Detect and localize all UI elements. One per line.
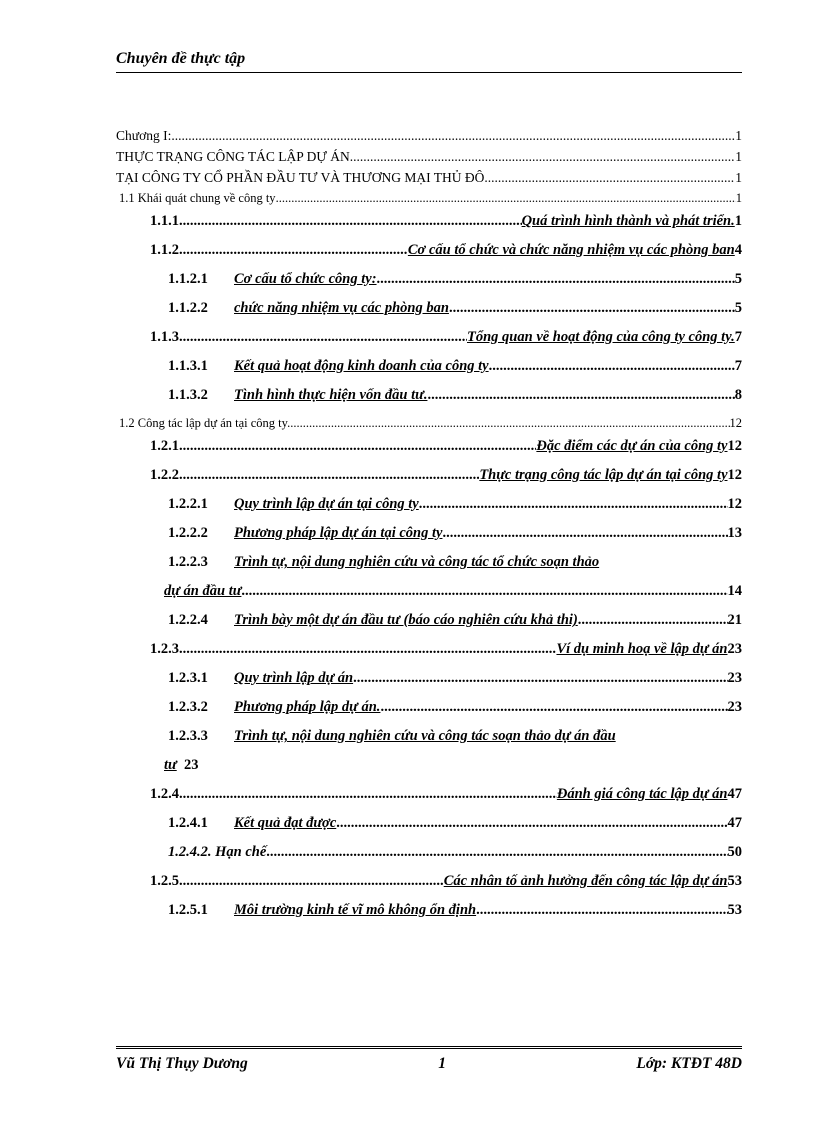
footer-class: Lớp: KTĐT 48D <box>636 1055 742 1072</box>
footer-page-number: 1 <box>438 1055 446 1072</box>
toc-leader-dots <box>442 525 727 542</box>
toc-entry-title: Quy trình lập dự án <box>234 670 354 686</box>
toc-entry-title: Trình tự, nội dung nghiên cứu và công tác soạn thảo dự án đầu <box>234 728 616 744</box>
toc-entry-title: Môi trường kinh tế vĩ mô không ổn định <box>234 902 477 918</box>
toc-entry-number: 1.2.5. <box>150 873 183 889</box>
toc-entry[interactable] <box>116 271 742 300</box>
toc-entry-number: 1.2.3.1 <box>168 670 208 686</box>
toc-entry[interactable] <box>116 815 742 844</box>
toc-entry-number: 1.2.2.3 <box>168 554 208 570</box>
toc-entry-page: 50 <box>727 844 742 860</box>
toc-leader-dots <box>183 242 408 259</box>
toc-spacer <box>177 757 184 774</box>
toc-entry-page: 23 <box>727 641 742 657</box>
toc-leader-dots <box>179 438 536 455</box>
toc-entry-number: 1.1 Khái quát chung về công ty <box>119 191 276 205</box>
toc-entry[interactable] <box>116 496 742 525</box>
toc-leader-dots <box>427 387 734 404</box>
toc-entry-page: 1 <box>735 128 742 143</box>
toc-entry[interactable] <box>116 699 742 728</box>
table-of-contents <box>116 128 742 931</box>
toc-leader-dots <box>266 844 727 861</box>
toc-leader-dots <box>419 496 728 513</box>
toc-entry-number: 1.2.2.4 <box>168 612 208 628</box>
toc-entry[interactable] <box>116 170 742 191</box>
toc-leader-dots <box>241 583 727 600</box>
toc-leader-dots <box>353 670 727 687</box>
toc-entry-title-cont: dự án đầu tư <box>164 583 242 599</box>
toc-entry-page: 5 <box>734 300 742 316</box>
toc-entry-number: 1.1.3.2 <box>168 387 208 403</box>
toc-entry-title: Tổng quan về hoạt động của công ty công ty. <box>467 329 735 345</box>
toc-leader-dots <box>336 815 727 832</box>
toc-entry[interactable] <box>116 873 742 902</box>
toc-leader-dots <box>183 467 480 484</box>
toc-entry-number: 1.2.2.2 <box>168 525 208 541</box>
toc-entry[interactable] <box>116 525 742 554</box>
toc-entry-number: 1.2 Công tác lập dự án tại công ty. <box>119 416 291 430</box>
toc-entry-page: 7 <box>734 358 742 374</box>
toc-entry-continuation[interactable] <box>116 583 742 612</box>
toc-entry[interactable] <box>116 902 742 931</box>
toc-leader-dots <box>476 902 727 919</box>
toc-entry-page: 1 <box>735 170 742 185</box>
toc-leader-dots <box>179 329 467 346</box>
toc-entry-page: 53 <box>727 873 742 889</box>
toc-leader-dots <box>171 128 735 144</box>
toc-entry-number: 1.2.4.2. Hạn chế <box>168 844 267 860</box>
toc-leader-dots <box>183 873 444 890</box>
toc-leader-dots <box>350 149 736 165</box>
toc-entry[interactable] <box>116 191 742 213</box>
toc-entry-number: 1.1.3 <box>150 329 179 345</box>
toc-entry-number: Chương I: <box>116 128 172 143</box>
toc-entry-page: 23 <box>183 757 199 773</box>
toc-entry-page: 23 <box>727 699 742 715</box>
toc-entry-number: 1.2.2. <box>150 467 183 483</box>
toc-entry-title: Kết quả đạt được <box>234 815 337 831</box>
toc-entry[interactable] <box>116 358 742 387</box>
toc-entry-page: 12 <box>727 467 742 483</box>
toc-entry[interactable] <box>116 554 742 583</box>
toc-entry-page: 7 <box>734 329 742 345</box>
toc-entry-number: 1.1.2.1 <box>168 271 208 287</box>
toc-entry-number: 1.2.3.3 <box>168 728 208 744</box>
toc-entry[interactable] <box>116 641 742 670</box>
toc-entry-title: Đánh giá công tác lập dự án <box>556 786 728 802</box>
toc-leader-dots <box>380 699 727 716</box>
toc-entry-title: Thực trạng công tác lập dự án tại công ty <box>479 467 728 483</box>
toc-entry-title: chức năng nhiệm vụ các phòng ban <box>234 300 449 316</box>
toc-entry-number: 1.2.4. <box>150 786 183 802</box>
toc-entry-number: 1.2.1 <box>150 438 179 454</box>
toc-entry-number: 1.2.5.1 <box>168 902 208 918</box>
toc-entry[interactable] <box>116 467 742 496</box>
toc-leader-dots <box>449 300 735 317</box>
toc-entry-number: THỰC TRẠNG CÔNG TÁC LẬP DỰ ÁN <box>116 149 350 164</box>
toc-entry-title: Phương pháp lập dự án tại công ty <box>234 525 443 541</box>
toc-entry[interactable] <box>116 728 742 757</box>
toc-entry[interactable] <box>116 242 742 271</box>
toc-entry-title: Quy trình lập dự án tại công ty <box>234 496 419 512</box>
toc-leader-dots <box>183 213 522 230</box>
toc-entry[interactable] <box>116 213 742 242</box>
page-footer <box>116 1046 742 1073</box>
toc-entry-page: 21 <box>727 612 742 628</box>
toc-leader-dots <box>276 191 736 206</box>
toc-entry-page: 1 <box>735 191 742 205</box>
toc-leader-dots <box>183 786 557 803</box>
toc-entry-title: Kết quả hoạt động kinh doanh của công ty <box>234 358 489 374</box>
toc-entry-page: 13 <box>727 525 742 541</box>
toc-entry[interactable] <box>116 612 742 641</box>
toc-entry-title: Đặc điểm các dự án của công ty <box>536 438 728 454</box>
toc-entry-page: 23 <box>727 670 742 686</box>
toc-entry[interactable] <box>116 149 742 170</box>
toc-entry-page: 47 <box>727 815 742 831</box>
toc-entry-page: 14 <box>727 583 742 599</box>
toc-entry[interactable] <box>116 416 742 438</box>
toc-entry[interactable] <box>116 786 742 815</box>
toc-entry-title-cont: tư <box>164 757 177 773</box>
toc-entry-title: Cơ cấu tổ chức công ty: <box>234 271 377 287</box>
toc-entry-page: 1 <box>735 149 742 164</box>
toc-entry[interactable] <box>116 844 742 873</box>
toc-entry-number: 1.1.2. <box>150 242 183 258</box>
toc-entry-title: Trình bày một dự án đầu tư (báo cáo nghiên cứu khả thi) <box>234 612 578 628</box>
header-title: Chuyên đề thực tập <box>116 50 246 67</box>
toc-entry-title: Quá trình hình thành và phát triển. <box>521 213 735 229</box>
toc-entry-number: 1.2.4.1 <box>168 815 208 831</box>
toc-entry-page: 1 <box>734 213 742 229</box>
toc-entry-title: Trình tự, nội dung nghiên cứu và công tác tổ chức soạn thảo <box>234 554 600 570</box>
toc-entry-page: 8 <box>734 387 742 403</box>
toc-entry-number: 1.2.3.2 <box>168 699 208 715</box>
toc-entry-number: 1.1.1. <box>150 213 183 229</box>
toc-entry-number: 1.1.3.1 <box>168 358 208 374</box>
toc-leader-dots <box>183 641 557 658</box>
toc-entry[interactable] <box>116 387 742 416</box>
toc-entry[interactable] <box>116 329 742 358</box>
toc-entry-number: 1.2.3. <box>150 641 183 657</box>
toc-entry-page: 4 <box>734 242 742 258</box>
toc-entry-number: 1.1.2.2 <box>168 300 208 316</box>
toc-entry-page: 12 <box>729 416 742 430</box>
page-header <box>116 50 742 73</box>
toc-entry-page: 53 <box>727 902 742 918</box>
toc-entry-number: 1.2.2.1 <box>168 496 208 512</box>
toc-entry-continuation[interactable] <box>116 757 742 786</box>
toc-entry-title: Các nhân tố ảnh hưởng đến công tác lập dự án <box>443 873 728 889</box>
toc-entry-number: TẠI CÔNG TY CỔ PHẦN ĐẦU TƯ VÀ THƯƠNG MẠI THỦ ĐÔ <box>116 170 485 185</box>
toc-leader-dots <box>578 612 728 629</box>
toc-leader-dots <box>489 358 735 375</box>
toc-entry-title: Phương pháp lập dự án. <box>234 699 381 715</box>
toc-entry[interactable] <box>116 128 742 149</box>
toc-entry[interactable] <box>116 300 742 329</box>
toc-entry-title: Tình hình thực hiện vốn đầu tư. <box>234 387 428 403</box>
toc-entry[interactable] <box>116 438 742 467</box>
toc-entry-page: 12 <box>727 496 742 512</box>
toc-leader-dots <box>290 416 729 431</box>
toc-entry-page: 12 <box>727 438 742 454</box>
toc-leader-dots <box>484 170 735 186</box>
footer-author: Vũ Thị Thụy Dương <box>116 1055 248 1072</box>
toc-entry-title: Cơ cấu tổ chức và chức năng nhiệm vụ các phòng ban <box>407 242 735 258</box>
toc-leader-dots <box>377 271 735 288</box>
toc-entry-title: Ví dụ minh hoạ về lập dự án <box>556 641 728 657</box>
toc-entry-page: 47 <box>727 786 742 802</box>
toc-entry[interactable] <box>116 670 742 699</box>
toc-entry-page: 5 <box>734 271 742 287</box>
